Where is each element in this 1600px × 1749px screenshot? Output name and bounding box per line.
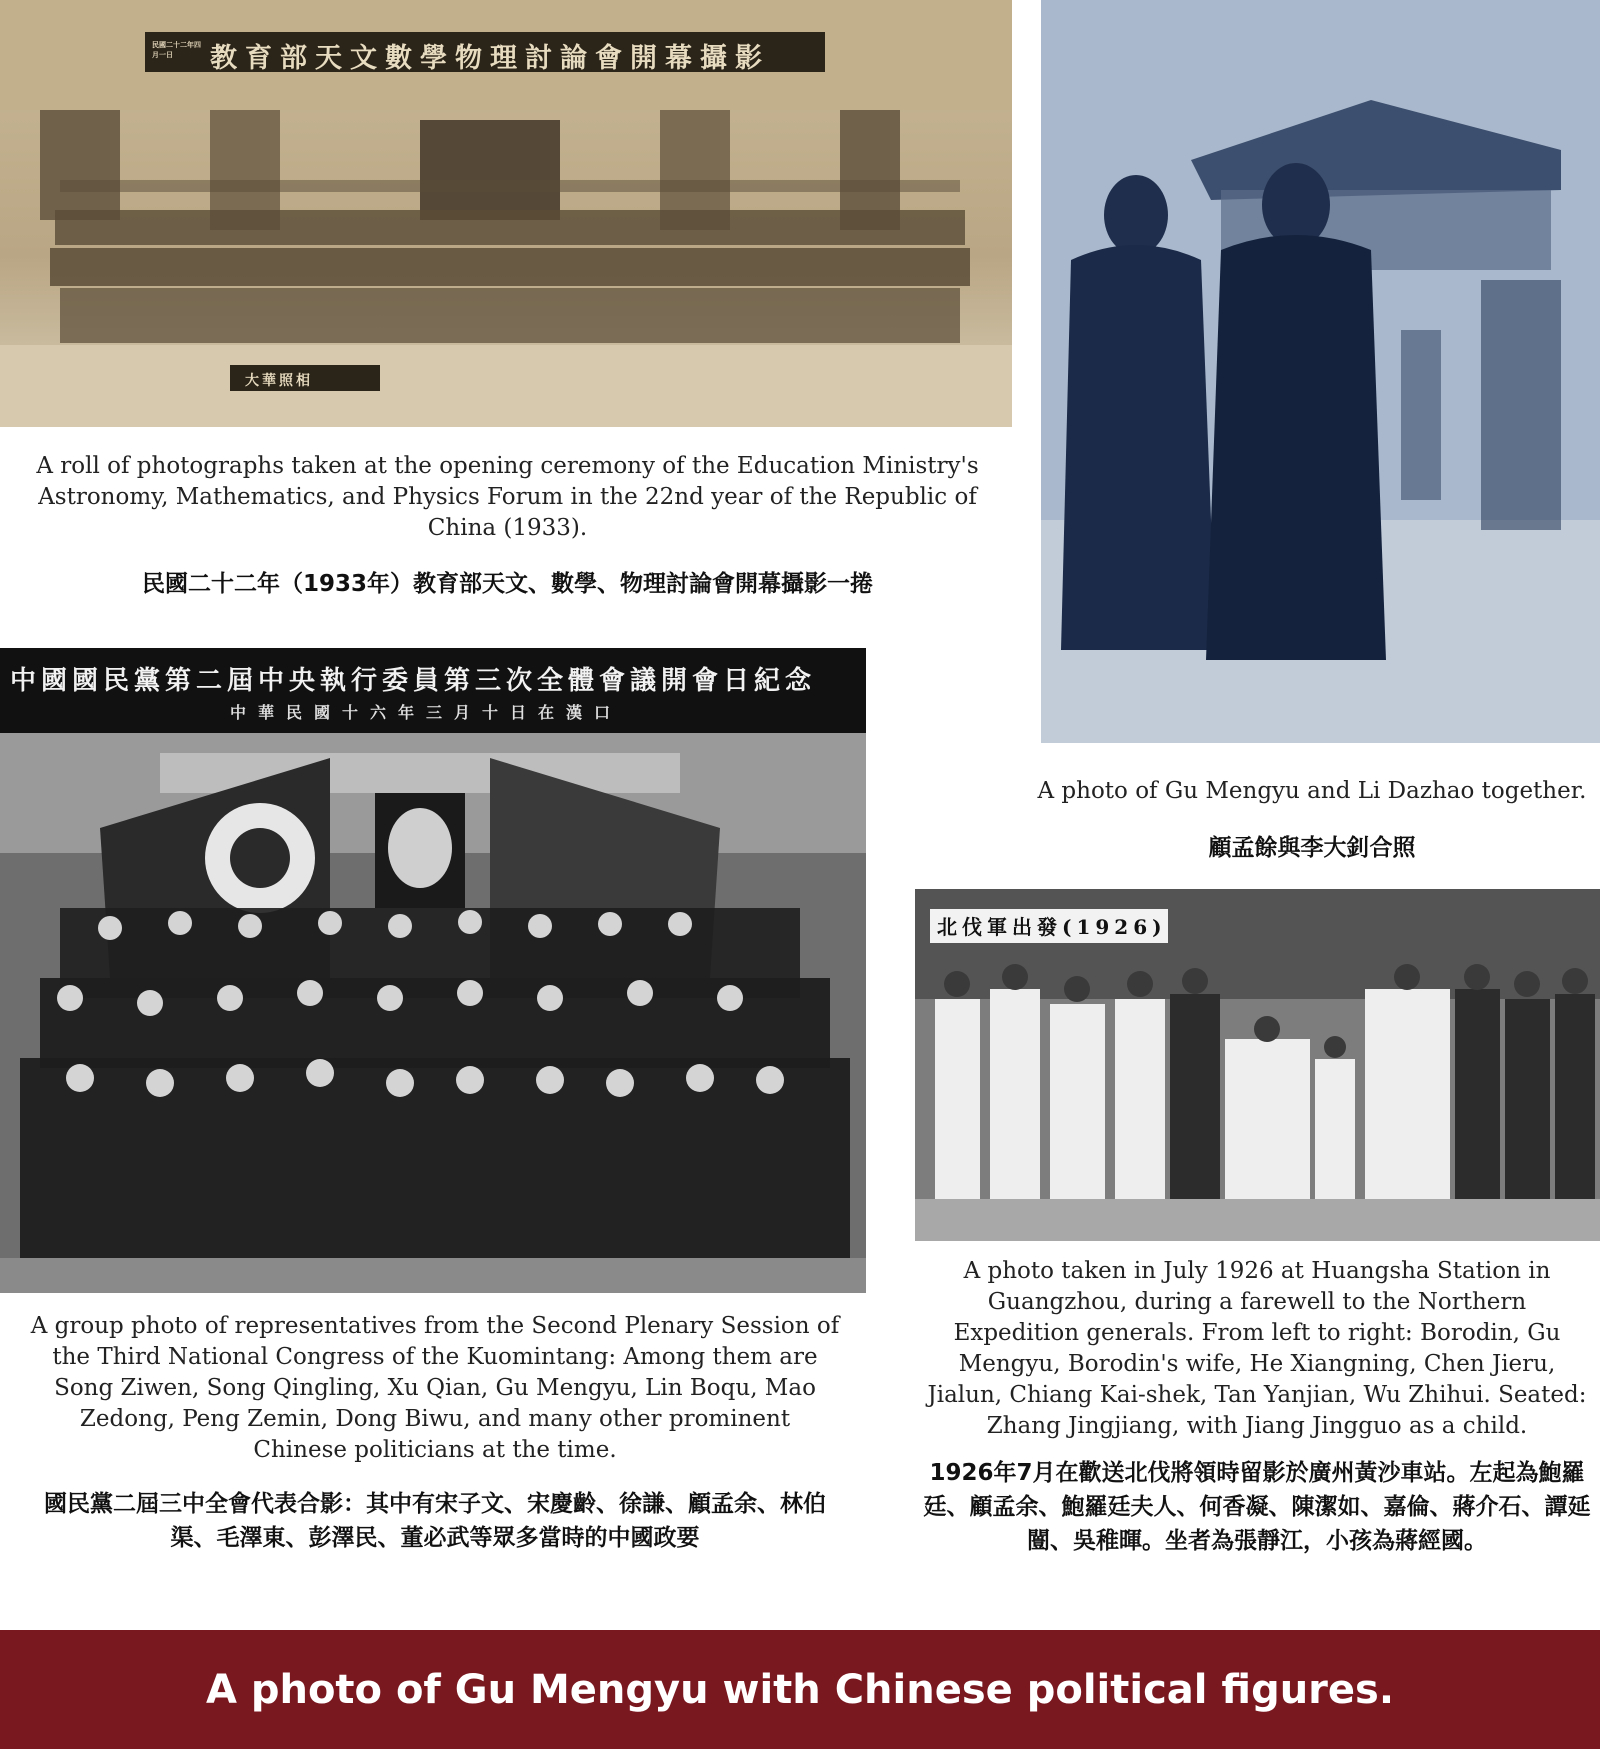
gu-li-caption-zh: 顧孟餘與李大釗合照 — [1208, 835, 1416, 861]
ceremony-caption-en: A roll of photographs taken at the opening ceremony of the Education Ministry's Astronomy, Mathematics, and Physics Forum in the 22nd year of the Republic of China (1933). — [36, 453, 979, 541]
gu-li-caption-en: A photo of Gu Mengyu and Li Dazhao together. — [1037, 778, 1587, 804]
gu-li-photo — [1041, 0, 1600, 743]
footer-banner — [0, 1630, 1600, 1749]
station-caption-zh: 1926年7月在歡送北伐將領時留影於廣州黃沙車站。左起為鮑羅廷、顧孟余、鮑羅廷夫人、何香凝、陳潔如、嘉倫、蔣介石、譚延闓、吳稚暉。坐者為張靜江，小孩為蔣經國。 — [923, 1460, 1591, 1554]
station-photo — [915, 889, 1600, 1241]
plenary-photo-art — [0, 648, 866, 1293]
ceremony-caption-zh: 民國二十二年（1933年）教育部天文、數學、物理討論會開幕攝影一捲 — [141, 571, 873, 597]
ceremony-banner: 教育部天文數學物理討論會開幕攝影 — [210, 43, 770, 74]
ceremony-side-note: 民國二十二年四月一日 — [152, 40, 201, 59]
station-banner: 北伐軍出發(1926) — [937, 915, 1167, 939]
plenary-subbanner: 中華民國十六年三月十日在漢口 — [230, 703, 623, 722]
ceremony-photo — [0, 0, 1012, 427]
ceremony-plate: 大華照相 — [245, 373, 313, 389]
gu-li-photo-art — [1041, 0, 1600, 743]
plenary-caption-en: A group photo of representatives from the Second Plenary Session of the Third National Congress of the Kuomintang: Among them are Song Ziwen, Song Qingling, Xu Qian, Gu Mengyu, Lin Boqu, Mao Zedong, Peng Zemin, Dong Biwu, and many other prominent Chinese politicians at the time. — [30, 1313, 840, 1463]
plenary-photo — [0, 648, 866, 1293]
plenary-banner: 中國國民黨第二屆中央執行委員第三次全體會議開會日紀念 — [10, 666, 817, 696]
station-caption-en: A photo taken in July 1926 at Huangsha Station in Guangzhou, during a farewell to the Northern Expedition generals. From left to right: Borodin, Gu Mengyu, Borodin's wife, He Xiangning, Chen Jieru, Jialun, Chiang Kai-shek, Tan Yanjian, Wu Zhihui. Seated: Zhang Jingjiang, with Jiang Jingguo as a child. — [927, 1258, 1587, 1439]
footer-title: A photo of Gu Mengyu with Chinese political figures. — [205, 1666, 1395, 1713]
plenary-caption-zh: 國民黨二屆三中全會代表合影：其中有宋子文、宋慶齡、徐謙、顧孟余、林伯渠、毛澤東、彭澤民、董必武等眾多當時的中國政要 — [44, 1491, 826, 1551]
station-photo-art — [915, 889, 1600, 1241]
